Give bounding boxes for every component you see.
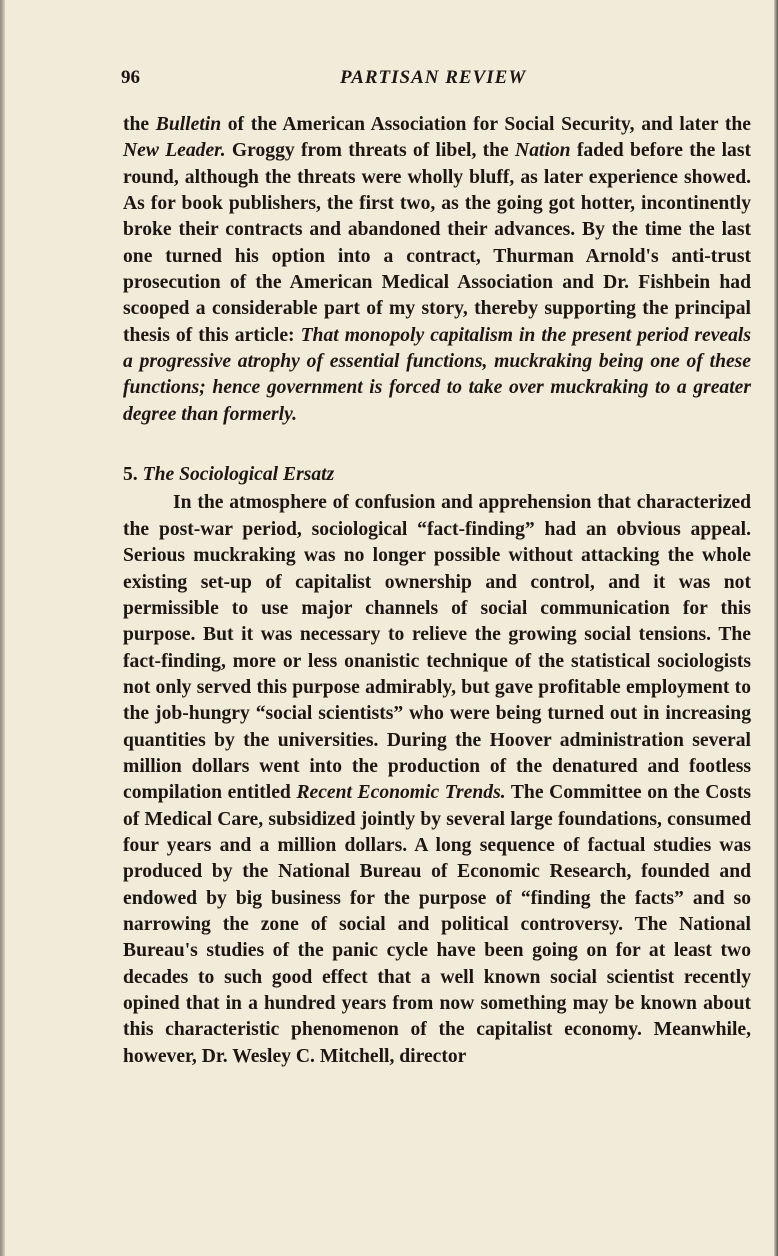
paragraph-continued	[123, 112, 751, 428]
page-right-edge	[774, 0, 778, 1256]
section-title: The Sociological Ersatz	[142, 464, 335, 486]
italic-title: Nation	[515, 140, 571, 162]
section-heading	[123, 462, 751, 488]
text-span: The Committee on the Costs of Medical Care, subsidized jointly by several large foundations, consumed four years and a million dollars. A long sequence of factual studies was produced by the National Bureau of Economic Research, founded and endowed by big business for the purpose of “finding the facts” and so narrowing the zone of social and political controversy. The National Bureau's studies of the panic cycle have been going on for at least two decades to such good effect that a well known social scientist recently opined that in a hundred years from now something may be known about this characteristic phenomenon of the capitalist economy. Meanwhile, however, Dr. Wesley C. Mitchell, director	[123, 782, 752, 1067]
body-text	[123, 112, 751, 1070]
paragraph	[123, 490, 751, 1070]
italic-thesis: That monopoly capitalism in the present period reveals a progressive atrophy of essential functions, muckraking being one of these functions; hence government is forced to take over muckraking to a greater degree than formerly.	[123, 324, 751, 425]
text-span: In the atmosphere of confusion and apprehension that characterized the post-war period, sociological “fact-finding” had an obvious appeal. Serious muckraking was no longer possible without attacking the whole existing set-up of capitalist ownership and control, and it was not permissible to use major channels of social communication for this purpose. But it was necessary to relieve the growing social tensions. The fact-finding, more or less onanistic technique of the statistical sociologists not only served this purpose admirably, but gave profitable employment to the job-hungry “social scientists” who were being turned out in increasing quantities by the universities. During the Hoover administration several million dollars went into the production of the denatured and footless compilation entitled	[123, 492, 751, 804]
italic-title: Bulletin	[155, 114, 222, 135]
italic-title: New Leader.	[123, 140, 226, 162]
italic-title: Recent Economic Trends.	[296, 782, 506, 804]
section-number: 5.	[123, 464, 138, 486]
text-span: the	[123, 114, 156, 135]
page-number: 96	[121, 67, 140, 88]
page-header	[121, 67, 749, 93]
text-span: Groggy from threats of libel, the	[225, 140, 516, 162]
page-left-edge	[0, 0, 5, 1256]
text-span: faded before the last round, although the threats were wholly bluff, as later experience showed. As for book publishers, the first two, as the going got hotter, incontinently broke their contracts and abandoned their advances. By the time the last one turned his option into a contract, Thurman Arnold's anti-trust prosecution of the American Medical Association and Dr. Fishbein had scooped a considerable part of my story, thereby supporting the principal thesis of this article:	[123, 140, 752, 346]
text-span: of the American Association for Social Security, and later the	[221, 114, 751, 135]
running-head: PARTISAN REVIEW	[340, 67, 527, 88]
